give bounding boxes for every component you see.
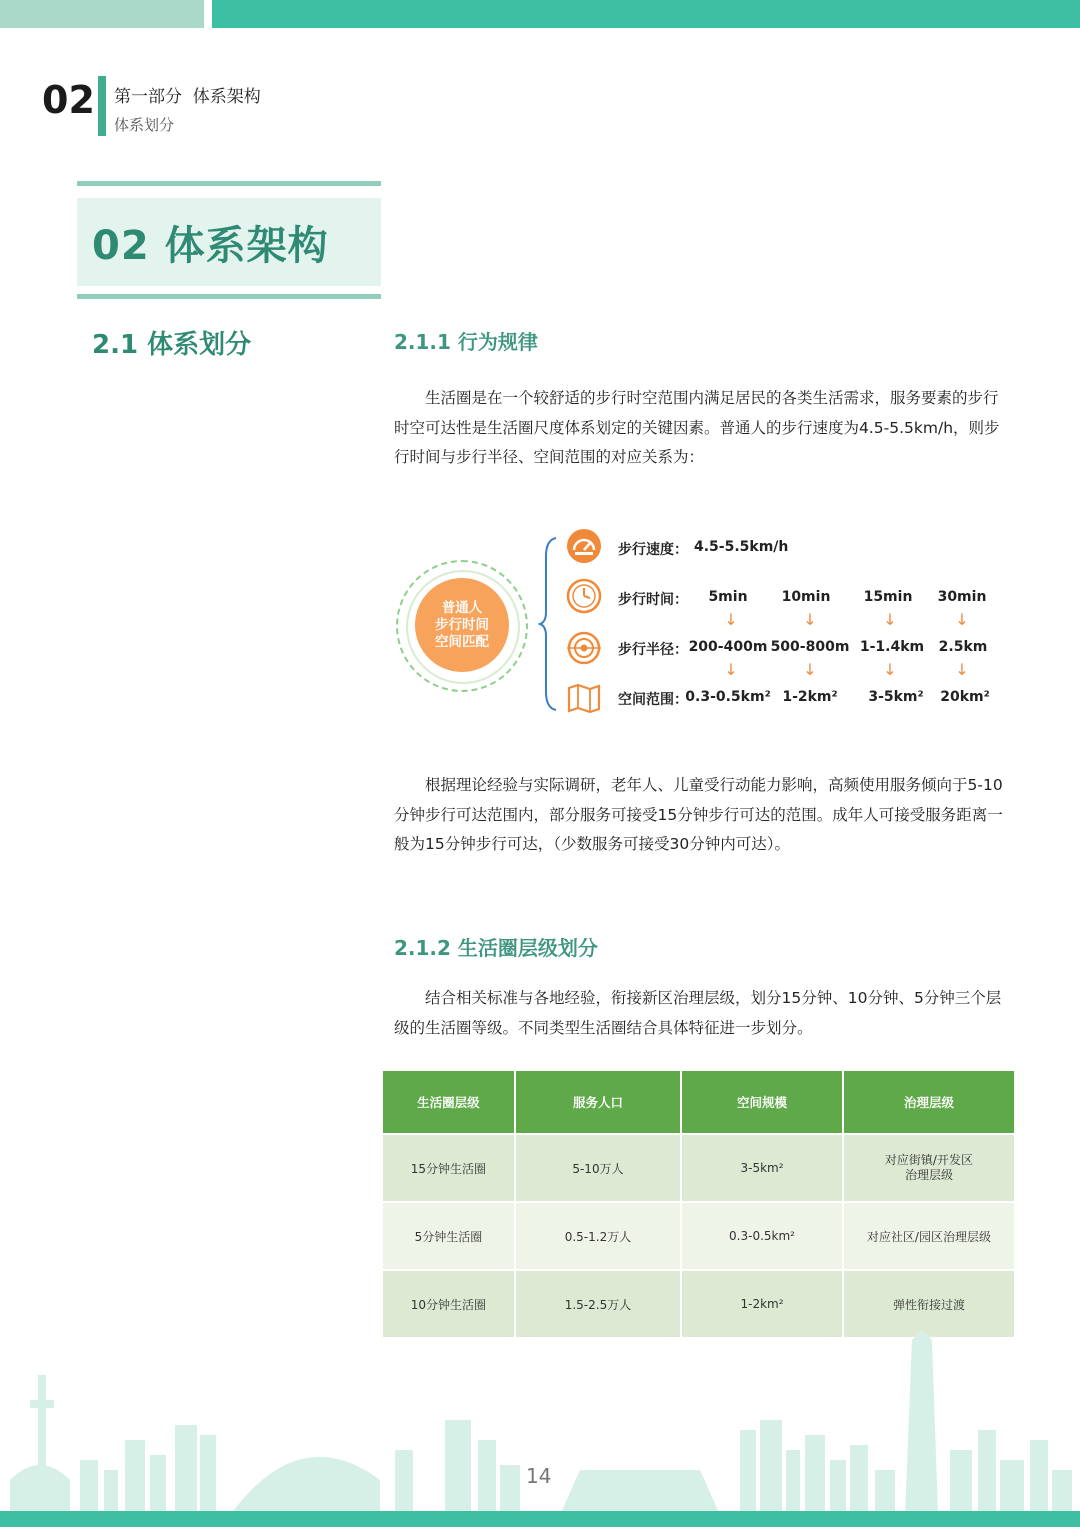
section-title: 2.1 体系划分 xyxy=(92,330,252,360)
down-arrow-icon: ↓ xyxy=(724,610,738,629)
table-cell: 1.5-2.5万人 xyxy=(515,1270,681,1338)
table-row xyxy=(382,1202,1015,1270)
down-arrow-icon: ↓ xyxy=(883,610,897,629)
table-cell: 5分钟生活圈 xyxy=(382,1202,515,1270)
table-cell: 5-10万人 xyxy=(515,1134,681,1202)
center-line-3: 空间匹配 xyxy=(435,633,489,650)
area-value: 0.3-0.5km² xyxy=(685,689,771,705)
chapter-title: 第一部分 体系架构 xyxy=(114,87,261,107)
subsection-title-behavior: 2.1.1 行为规律 xyxy=(394,330,538,354)
life-circle-table xyxy=(381,1071,1016,1339)
time-value: 5min xyxy=(708,589,748,605)
down-arrow-icon: ↓ xyxy=(803,660,817,679)
speed-label: 步行速度： xyxy=(618,542,688,558)
down-arrow-icon: ↓ xyxy=(724,660,738,679)
table-header-cell: 空间规模 xyxy=(681,1071,843,1134)
chapter-subtitle: 体系划分 xyxy=(114,116,175,134)
target-icon xyxy=(566,630,602,666)
table-cell: 0.3-0.5km² xyxy=(681,1202,843,1270)
time-label: 步行时间： xyxy=(618,592,688,608)
chapter-number: 02 xyxy=(42,78,95,122)
paragraph-intro: 生活圈是在一个较舒适的步行时空范围内满足居民的各类生活需求，服务要素的步行时空可达性是生活圈尺度体系划定的关键因素。普通人的步行速度为4.5-5.5km/h，则步行时间与步行半径、空间范围的对应关系为： xyxy=(394,389,1000,466)
table-header-row xyxy=(382,1071,1015,1134)
down-arrow-icon: ↓ xyxy=(883,660,897,679)
top-decor-bar-left xyxy=(0,0,204,28)
table-cell: 对应社区/园区治理层级 xyxy=(843,1202,1015,1270)
down-arrow-icon: ↓ xyxy=(955,660,969,679)
speedometer-icon xyxy=(566,528,602,564)
table-header-cell: 服务人口 xyxy=(515,1071,681,1134)
subsection-title-levels: 2.1.2 生活圈层级划分 xyxy=(394,936,598,960)
table-cell: 10分钟生活圈 xyxy=(382,1270,515,1338)
table-cell: 对应街镇/开发区 治理层级 xyxy=(843,1134,1015,1202)
page-title: 02 体系架构 xyxy=(92,223,329,269)
time-value: 15min xyxy=(863,589,913,605)
center-line-1: 普通人 xyxy=(441,599,483,616)
area-value: 20km² xyxy=(940,689,990,705)
brace-icon xyxy=(538,536,558,712)
table-cell: 0.5-1.2万人 xyxy=(515,1202,681,1270)
bottom-decor-bar xyxy=(0,1511,1080,1527)
table-row xyxy=(382,1134,1015,1202)
table-cell: 3-5km² xyxy=(681,1134,843,1202)
top-decor-bar-right xyxy=(212,0,1080,28)
paragraph-levels: 结合相关标准与各地经验，衔接新区治理层级，划分15分钟、10分钟、5分钟三个层级的生活圈等级。不同类型生活圈结合具体特征进一步划分。 xyxy=(394,989,1002,1037)
radius-value: 2.5km xyxy=(938,639,988,655)
table-cell: 弹性衔接过渡 xyxy=(843,1270,1015,1338)
time-value: 10min xyxy=(781,589,831,605)
radius-value: 1-1.4km xyxy=(859,639,925,655)
area-label: 空间范围： xyxy=(618,692,688,708)
radius-value: 200-400m xyxy=(688,639,768,655)
area-value: 3-5km² xyxy=(868,689,924,705)
page-number: 14 xyxy=(526,1464,552,1488)
table-cell: 1-2km² xyxy=(681,1270,843,1338)
chapter-accent-bar xyxy=(98,76,106,136)
area-value: 1-2km² xyxy=(782,689,838,705)
table-header-cell: 生活圈层级 xyxy=(382,1071,515,1134)
clock-icon xyxy=(566,578,602,614)
map-icon xyxy=(566,682,602,714)
down-arrow-icon: ↓ xyxy=(803,610,817,629)
table-header-cell: 治理层级 xyxy=(843,1071,1015,1134)
radius-label: 步行半径： xyxy=(618,642,688,658)
title-rule-top xyxy=(77,181,381,186)
time-value: 30min xyxy=(937,589,987,605)
paragraph-research: 根据理论经验与实际调研，老年人、儿童受行动能力影响，高频使用服务倾向于5-10分钟步行可达范围内，部分服务可接受15分钟步行可达的范围。成年人可接受服务距离一般为15分钟步行可达，（少数服务可接受30分钟内可达）。 xyxy=(394,776,1003,853)
radius-value: 500-800m xyxy=(770,639,850,655)
center-circle xyxy=(415,578,509,672)
down-arrow-icon: ↓ xyxy=(955,610,969,629)
speed-value: 4.5-5.5km/h xyxy=(694,539,789,555)
table-cell: 15分钟生活圈 xyxy=(382,1134,515,1202)
title-rule-bottom xyxy=(77,294,381,299)
center-line-2: 步行时间 xyxy=(435,616,489,633)
table-row xyxy=(382,1270,1015,1338)
